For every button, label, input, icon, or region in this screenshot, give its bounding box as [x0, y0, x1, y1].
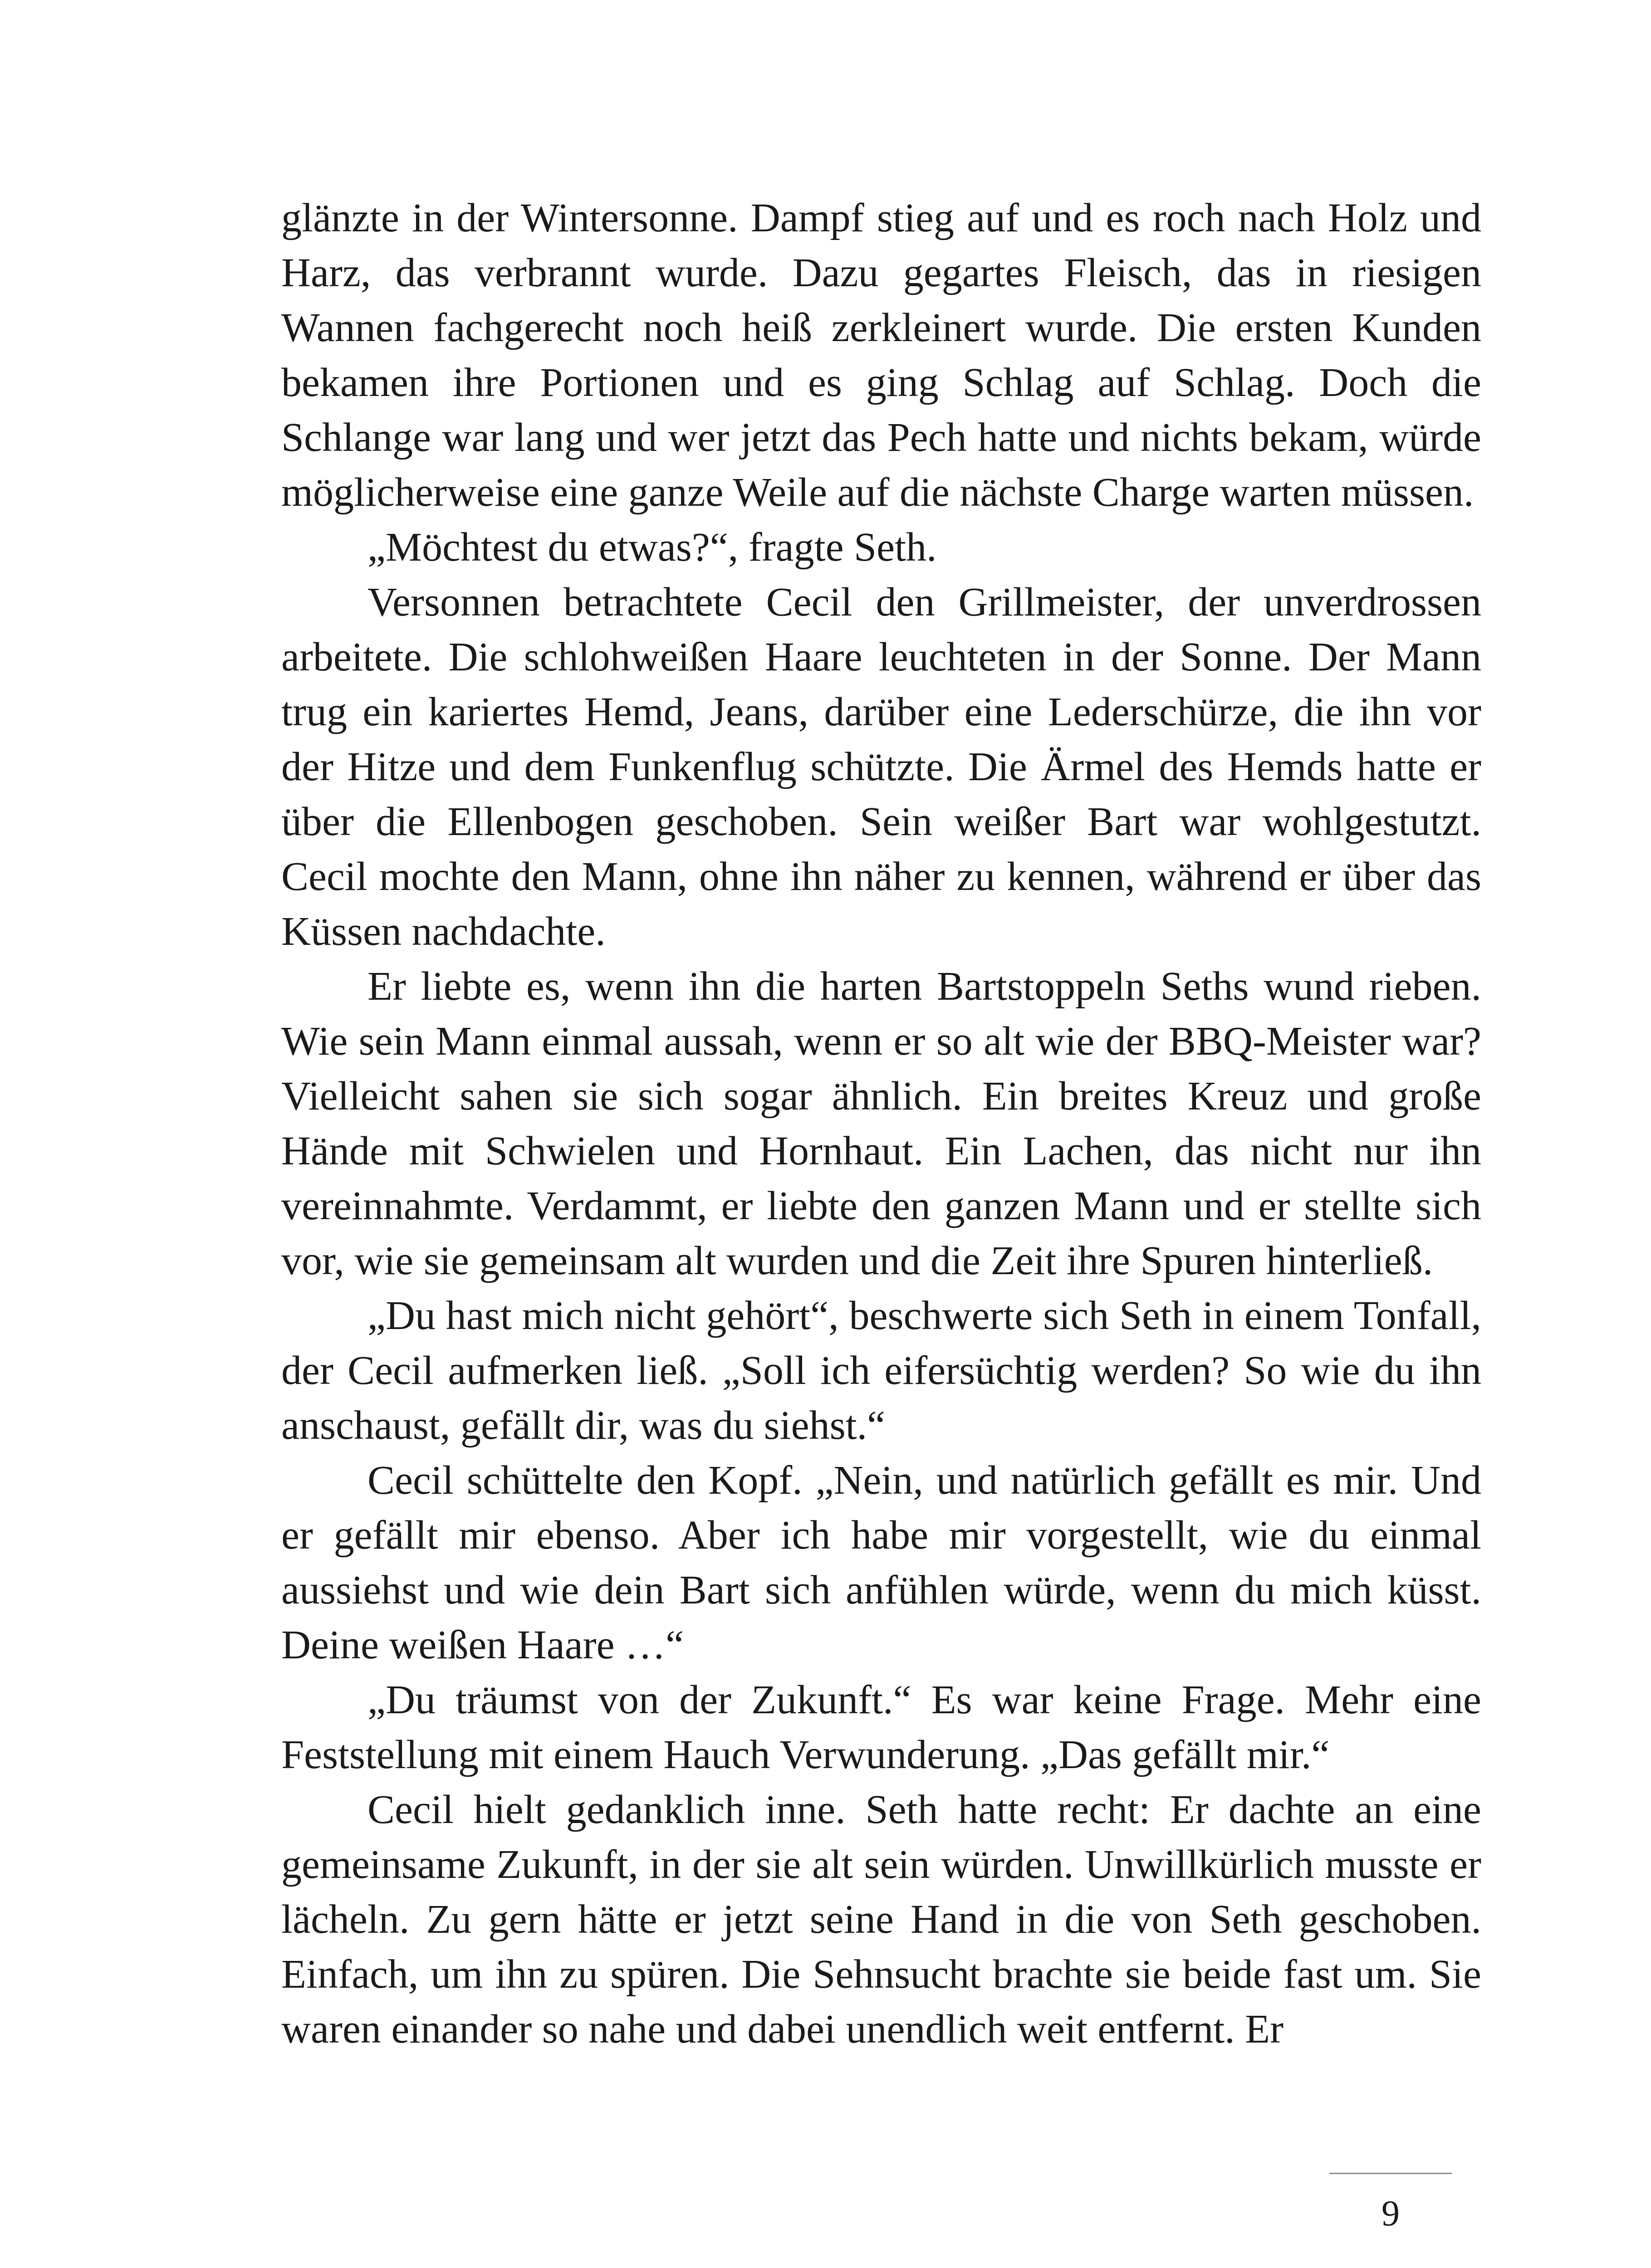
- paragraph: „Du träumst von der Zukunft.“ Es war keine Frage. Mehr eine Feststellung mit einem Hauch Verwunderung. „Das gefällt mir.“: [281, 1677, 1481, 1777]
- footer-rule: [1329, 2173, 1452, 2174]
- paragraph: „Du hast mich nicht gehört“, beschwerte sich Seth in einem Tonfall, der Cecil aufmerken ließ. „Soll ich eifersüchtig werden? So wie du ihn anschaust, gefällt dir, was du siehst.“: [281, 1293, 1481, 1448]
- paragraph-continued: glänzte in der Wintersonne. Dampf stieg auf und es roch nach Holz und Harz, das verbrannt wurde. Dazu gegartes Fleisch, das in riesigen Wannen fachgerecht noch heiß zerkleinert wurde. Die ersten Kunden bekamen ihre Portionen und es ging Schlag auf Schlag. Doch die Schlange war lang und wer jetzt das Pech hatte und nichts bekam, würde möglicherweise eine ganze Weile auf die nächste Charge warten müssen.: [281, 196, 1481, 515]
- paragraph: Cecil hielt gedanklich inne. Seth hatte recht: Er dachte an eine gemeinsame Zukunft, in der sie alt sein würden. Unwillkürlich musste er lächeln. Zu gern hätte er jetzt seine Hand in die von Seth geschoben. Einfach, um ihn zu spüren. Die Sehnsucht brachte sie beide fast um. Sie waren einander so nahe und dabei unendlich weit entfernt. Er: [281, 1787, 1481, 2052]
- paragraph: Cecil schüttelte den Kopf. „Nein, und natürlich gefällt es mir. Und er gefällt mir ebenso. Aber ich habe mir vorgestellt, wie du einmal aussiehst und wie dein Bart sich anfühlen würde, wenn du mich küsst. Deine weißen Haare …“: [281, 1458, 1481, 1667]
- page-number: 9: [1382, 2194, 1400, 2234]
- paragraph: Er liebte es, wenn ihn die harten Bartstoppeln Seths wund rieben. Wie sein Mann einmal aussah, wenn er so alt wie der BBQ-Meister war? Vielleicht sahen sie sich sogar ähnlich. Ein breites Kreuz und große Hände mit Schwielen und Hornhaut. Ein Lachen, das nicht nur ihn vereinnahmte. Verdammt, er liebte den ganzen Mann und er stellte sich vor, wie sie gemeinsam alt wurden und die Zeit ihre Spuren hinterließ.: [281, 964, 1481, 1283]
- paragraph: „Möchtest du etwas?“, fragte Seth.: [367, 525, 937, 570]
- paragraph: Versonnen betrachtete Cecil den Grillmeister, der unverdrossen arbeitete. Die schlohweißen Haare leuchteten in der Sonne. Der Mann trug ein kariertes Hemd, Jeans, darüber eine Lederschürze, die ihn vor der Hitze und dem Funkenflug schützte. Die Ärmel des Hemds hatte er über die Ellenbogen geschoben. Sein weißer Bart war wohlgestutzt. Cecil mochte den Mann, ohne ihn näher zu kennen, während er über das Küssen nachdachte.: [281, 580, 1481, 954]
- body-text: [281, 191, 1481, 2057]
